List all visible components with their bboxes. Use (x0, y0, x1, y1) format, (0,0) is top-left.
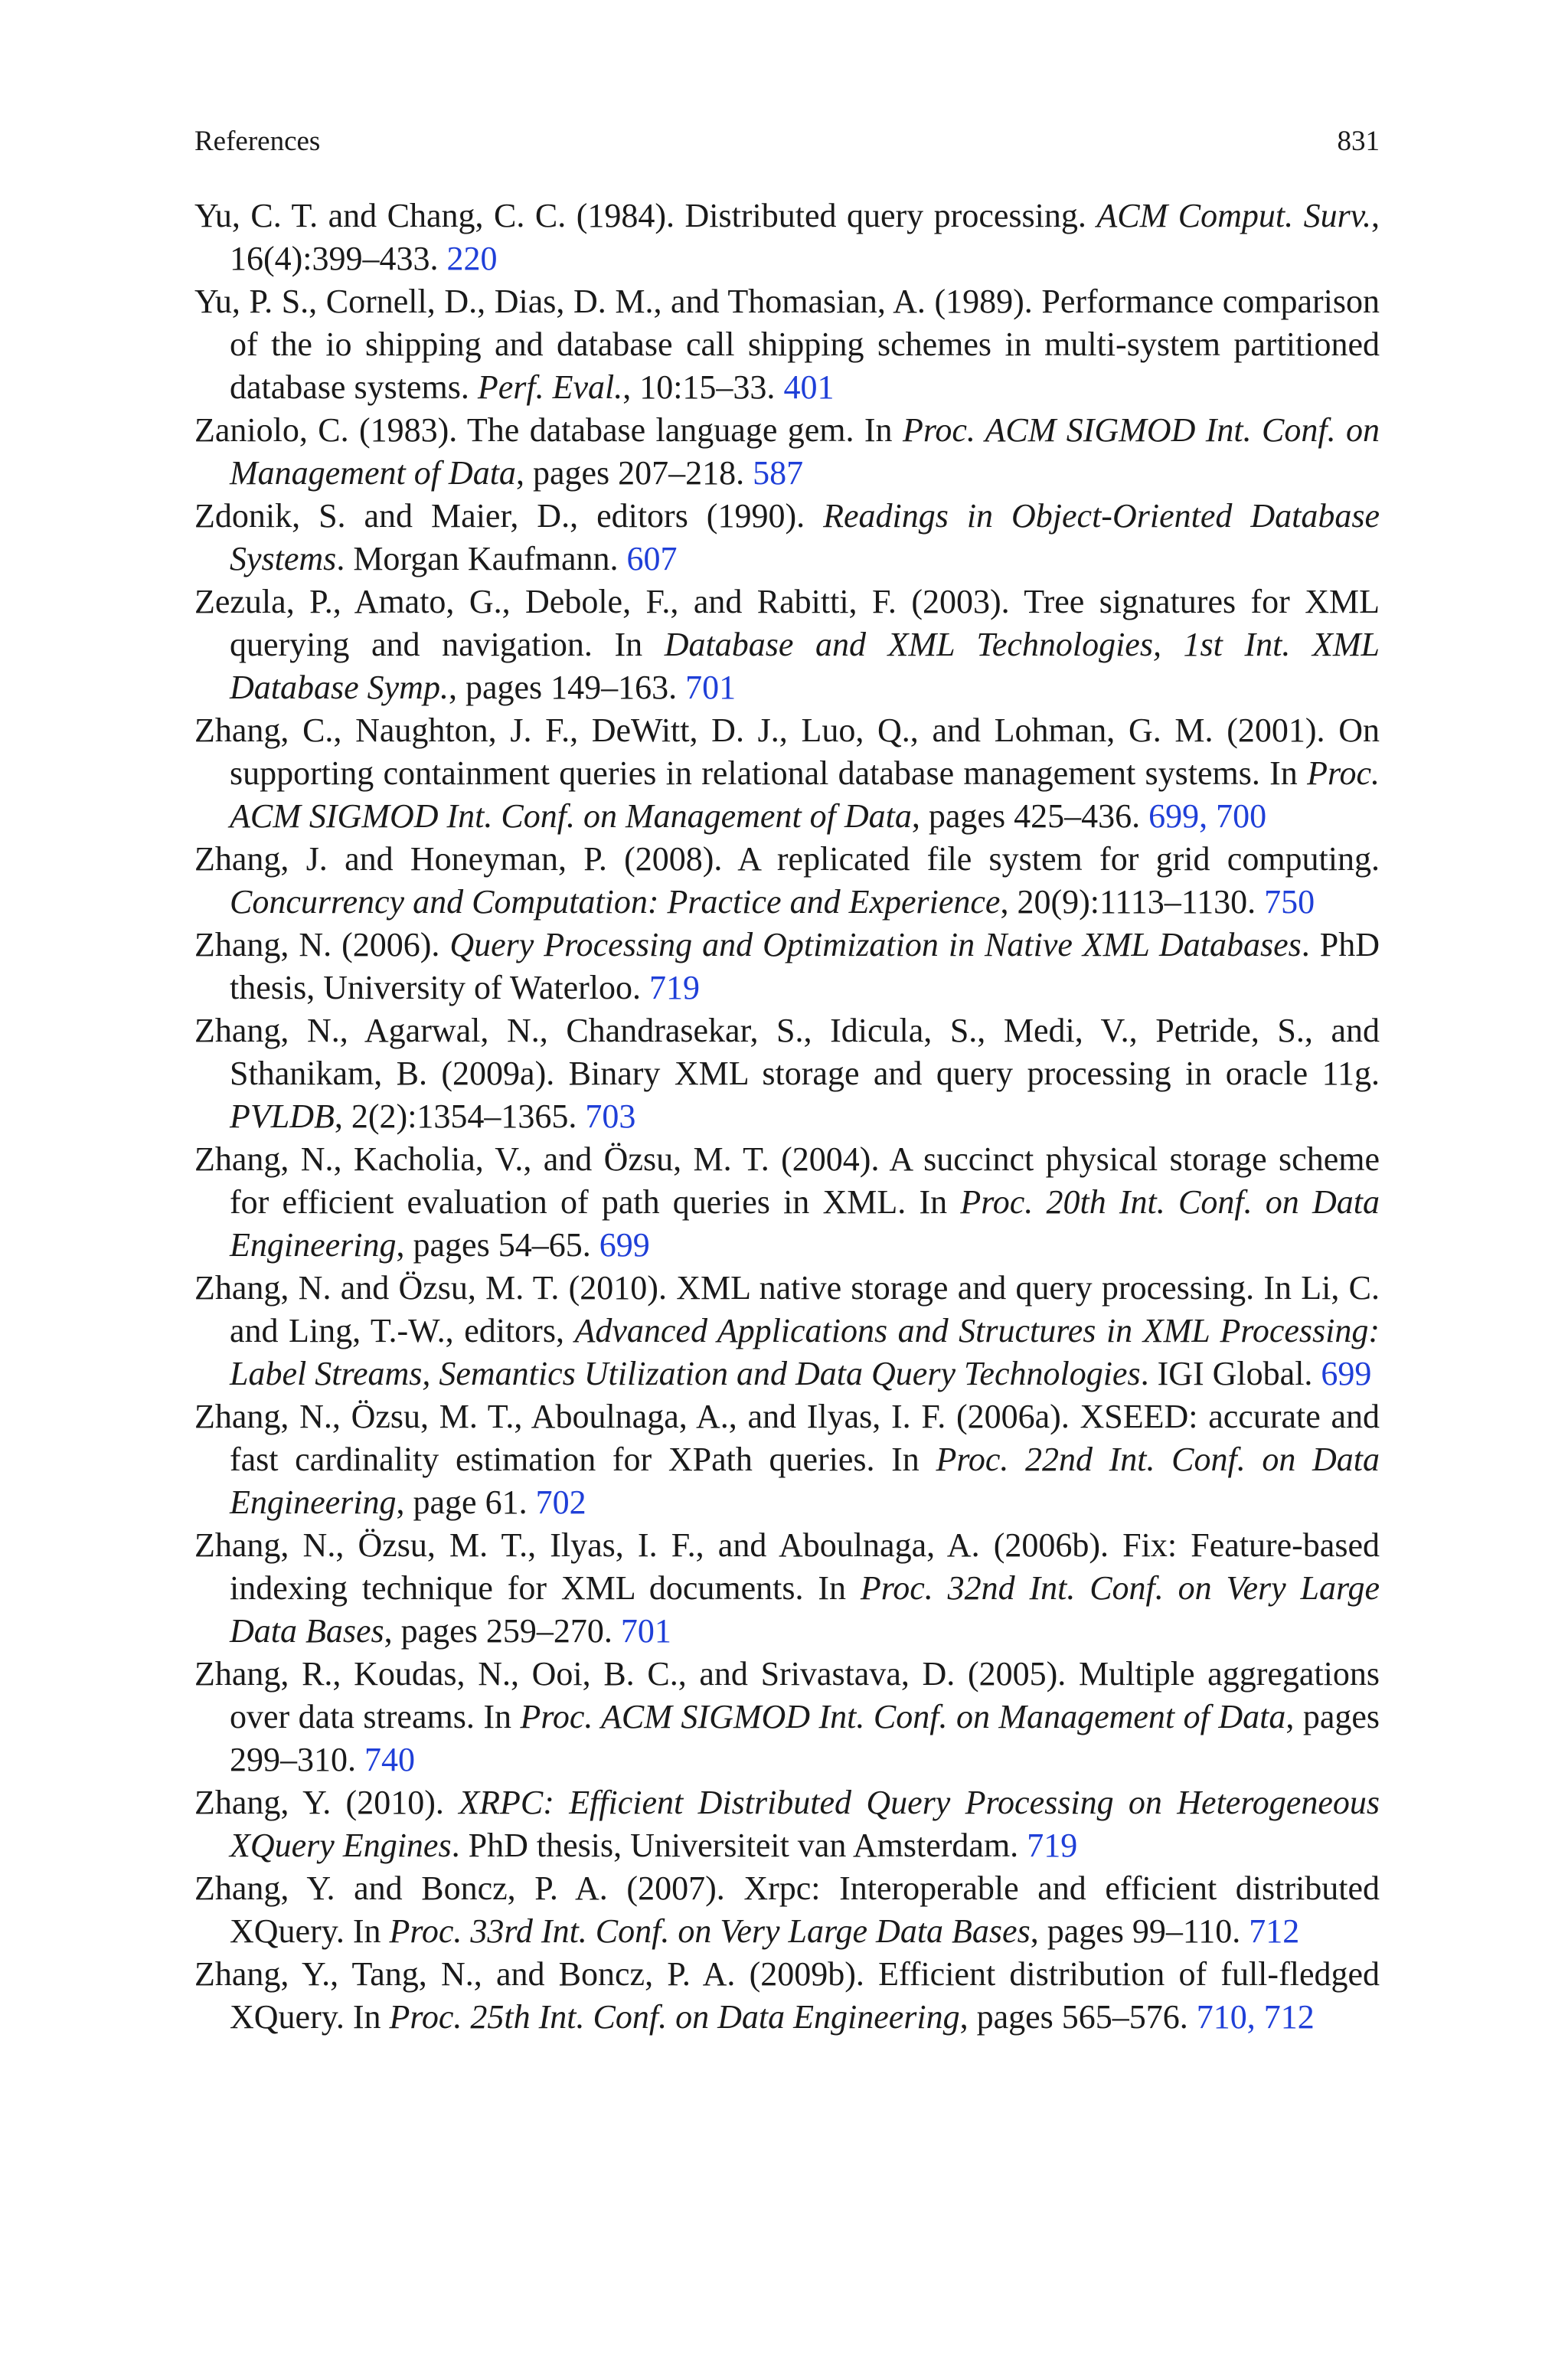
page-backref-link[interactable]: 710, 712 (1196, 1998, 1315, 2036)
reference-entry (194, 581, 1380, 709)
reference-text: , pages 299–310. (230, 1698, 1380, 1778)
page-backref-link[interactable]: 587 (753, 454, 804, 492)
reference-text: Zhang, R., Koudas, N., Ooi, B. C., and Srivastava, D. (2005). Multiple aggregations over data streams. In (194, 1655, 1380, 1735)
reference-text: , 16(4):399–433. (230, 197, 1380, 277)
reference-text: Zhang, N. and Özsu, M. T. (2010). XML native storage and query processing. In Li, C. and Ling, T.-W., editors, (194, 1269, 1380, 1349)
reference-venue: Proc. 20th Int. Conf. on Data Engineering (230, 1183, 1380, 1264)
reference-text: Zhang, N. (2006). (194, 926, 450, 963)
reference-entry (194, 1953, 1380, 2039)
reference-text: Zhang, N., Agarwal, N., Chandrasekar, S., Idicula, S., Medi, V., Petride, S., and Sthanikam, B. (2009a). Binary XML storage and query processing in oracle 11g. (194, 1012, 1380, 1092)
page-backref-link[interactable]: 607 (626, 540, 678, 577)
reference-text: , 10:15–33. (622, 368, 784, 406)
reference-venue: Concurrency and Computation: Practice and Experience (230, 883, 1001, 921)
reference-venue: Readings in Object-Oriented Database Systems (230, 497, 1380, 577)
reference-entry (194, 709, 1380, 838)
reference-text: Zhang, Y., Tang, N., and Boncz, P. A. (2009b). Efficient distribution of full-fledged XQuery. In (194, 1955, 1380, 2036)
page-backref-link[interactable]: 699 (599, 1226, 650, 1264)
reference-text: , pages 99–110. (1030, 1912, 1250, 1950)
reference-venue: Proc. ACM SIGMOD Int. Conf. on Management of Data (520, 1698, 1286, 1735)
reference-text: . Morgan Kaufmann. (336, 540, 627, 577)
reference-text: , 20(9):1113–1130. (1000, 883, 1265, 921)
reference-entry (194, 838, 1380, 924)
reference-venue: Proc. 22nd Int. Conf. on Data Engineering (230, 1441, 1380, 1521)
reference-venue: Proc. 33rd Int. Conf. on Very Large Data Bases (389, 1912, 1031, 1950)
reference-venue: XRPC: Efficient Distributed Query Processing on Heterogeneous XQuery Engines (230, 1784, 1380, 1864)
running-title: References (194, 126, 321, 157)
page-backref-link[interactable]: 719 (649, 969, 701, 1006)
reference-text: Zhang, N., Özsu, M. T., Aboulnaga, A., and Ilyas, I. F. (2006a). XSEED: accurate and fast cardinality estimation for XPath queries. In (194, 1398, 1380, 1478)
reference-text: Zezula, P., Amato, G., Debole, F., and Rabitti, F. (2003). Tree signatures for XML querying and navigation. In (194, 583, 1380, 663)
reference-entry (194, 409, 1380, 495)
page-backref-link[interactable]: 703 (585, 1097, 636, 1135)
reference-entry (194, 495, 1380, 581)
reference-venue: Query Processing and Optimization in Native XML Databases (449, 926, 1302, 963)
reference-venue: PVLDB (230, 1097, 335, 1135)
reference-text: Zhang, Y. (2010). (194, 1784, 459, 1821)
reference-text: Zhang, Y. and Boncz, P. A. (2007). Xrpc: Interoperable and efficient distributed XQuery. In (194, 1869, 1380, 1950)
reference-list (194, 195, 1380, 2039)
reference-venue: Proc. ACM SIGMOD Int. Conf. on Management of Data (230, 411, 1380, 492)
reference-text: , pages 54–65. (396, 1226, 599, 1264)
reference-venue: Advanced Applications and Structures in XML Processing: Label Streams, Semantics Utilization and Data Query Technologies (230, 1312, 1380, 1392)
reference-entry (194, 1267, 1380, 1395)
reference-text: Zdonik, S. and Maier, D., editors (1990). (194, 497, 824, 535)
reference-text: . IGI Global. (1140, 1355, 1321, 1392)
reference-entry (194, 924, 1380, 1009)
page-number: 831 (1337, 126, 1380, 157)
page-backref-link[interactable]: 712 (1249, 1912, 1300, 1950)
page-backref-link[interactable]: 701 (685, 669, 737, 706)
reference-entry (194, 1867, 1380, 1953)
reference-entry (194, 1395, 1380, 1524)
reference-text: Zaniolo, C. (1983). The database language gem. In (194, 411, 903, 449)
reference-entry (194, 1653, 1380, 1781)
page-header (194, 123, 1380, 161)
reference-entry (194, 1781, 1380, 1867)
reference-text: , pages 565–576. (959, 1998, 1197, 2036)
page-backref-link[interactable]: 401 (783, 368, 835, 406)
page-backref-link[interactable]: 702 (535, 1483, 586, 1521)
reference-venue: ACM Comput. Surv. (1096, 197, 1371, 234)
reference-text: Zhang, N., Özsu, M. T., Ilyas, I. F., and Aboulnaga, A. (2006b). Fix: Feature-based indexing technique for XML documents. In (194, 1526, 1380, 1607)
reference-text: Yu, C. T. and Chang, C. C. (1984). Distributed query processing. (194, 197, 1097, 234)
reference-text: , pages 259–270. (384, 1612, 621, 1650)
reference-text: . PhD thesis, University of Waterloo. (230, 926, 1380, 1006)
reference-venue: Proc. 25th Int. Conf. on Data Engineering (389, 1998, 960, 2036)
reference-venue: Proc. ACM SIGMOD Int. Conf. on Management of Data (230, 754, 1380, 835)
reference-text: Zhang, N., Kacholia, V., and Özsu, M. T. (2004). A succinct physical storage scheme for efficient evaluation of path queries in XML. In (194, 1140, 1380, 1221)
reference-text: , pages 207–218. (515, 454, 753, 492)
reference-entry (194, 1524, 1380, 1653)
reference-entry (194, 1009, 1380, 1138)
reference-text: Zhang, C., Naughton, J. F., DeWitt, D. J., Luo, Q., and Lohman, G. M. (2001). On supporting containment queries in relational database management systems. In (194, 711, 1380, 792)
reference-text: , page 61. (396, 1483, 536, 1521)
reference-text: . PhD thesis, Universiteit van Amsterdam. (451, 1827, 1027, 1864)
reference-text: , pages 149–163. (448, 669, 686, 706)
page-backref-link[interactable]: 750 (1264, 883, 1315, 921)
reference-entry (194, 280, 1380, 409)
reference-venue: Database and XML Technologies, 1st Int. XML Database Symp. (230, 626, 1380, 706)
page-backref-link[interactable]: 699 (1321, 1355, 1372, 1392)
page-backref-link[interactable]: 740 (364, 1741, 415, 1778)
reference-entry (194, 195, 1380, 280)
reference-text: Yu, P. S., Cornell, D., Dias, D. M., and Thomasian, A. (1989). Performance comparison of the io shipping and database call shipping schemes in multi-system partitioned database systems. (194, 283, 1380, 406)
reference-venue: Perf. Eval. (477, 368, 623, 406)
reference-text: , 2(2):1354–1365. (334, 1097, 586, 1135)
reference-entry (194, 1138, 1380, 1267)
reference-text: Zhang, J. and Honeyman, P. (2008). A replicated file system for grid computing. (194, 840, 1380, 878)
reference-venue: Proc. 32nd Int. Conf. on Very Large Data Bases (230, 1569, 1380, 1650)
page-backref-link[interactable]: 699, 700 (1148, 797, 1267, 835)
reference-text: , pages 425–436. (911, 797, 1149, 835)
page-backref-link[interactable]: 701 (620, 1612, 671, 1650)
page-backref-link[interactable]: 719 (1027, 1827, 1078, 1864)
page-backref-link[interactable]: 220 (446, 240, 498, 277)
